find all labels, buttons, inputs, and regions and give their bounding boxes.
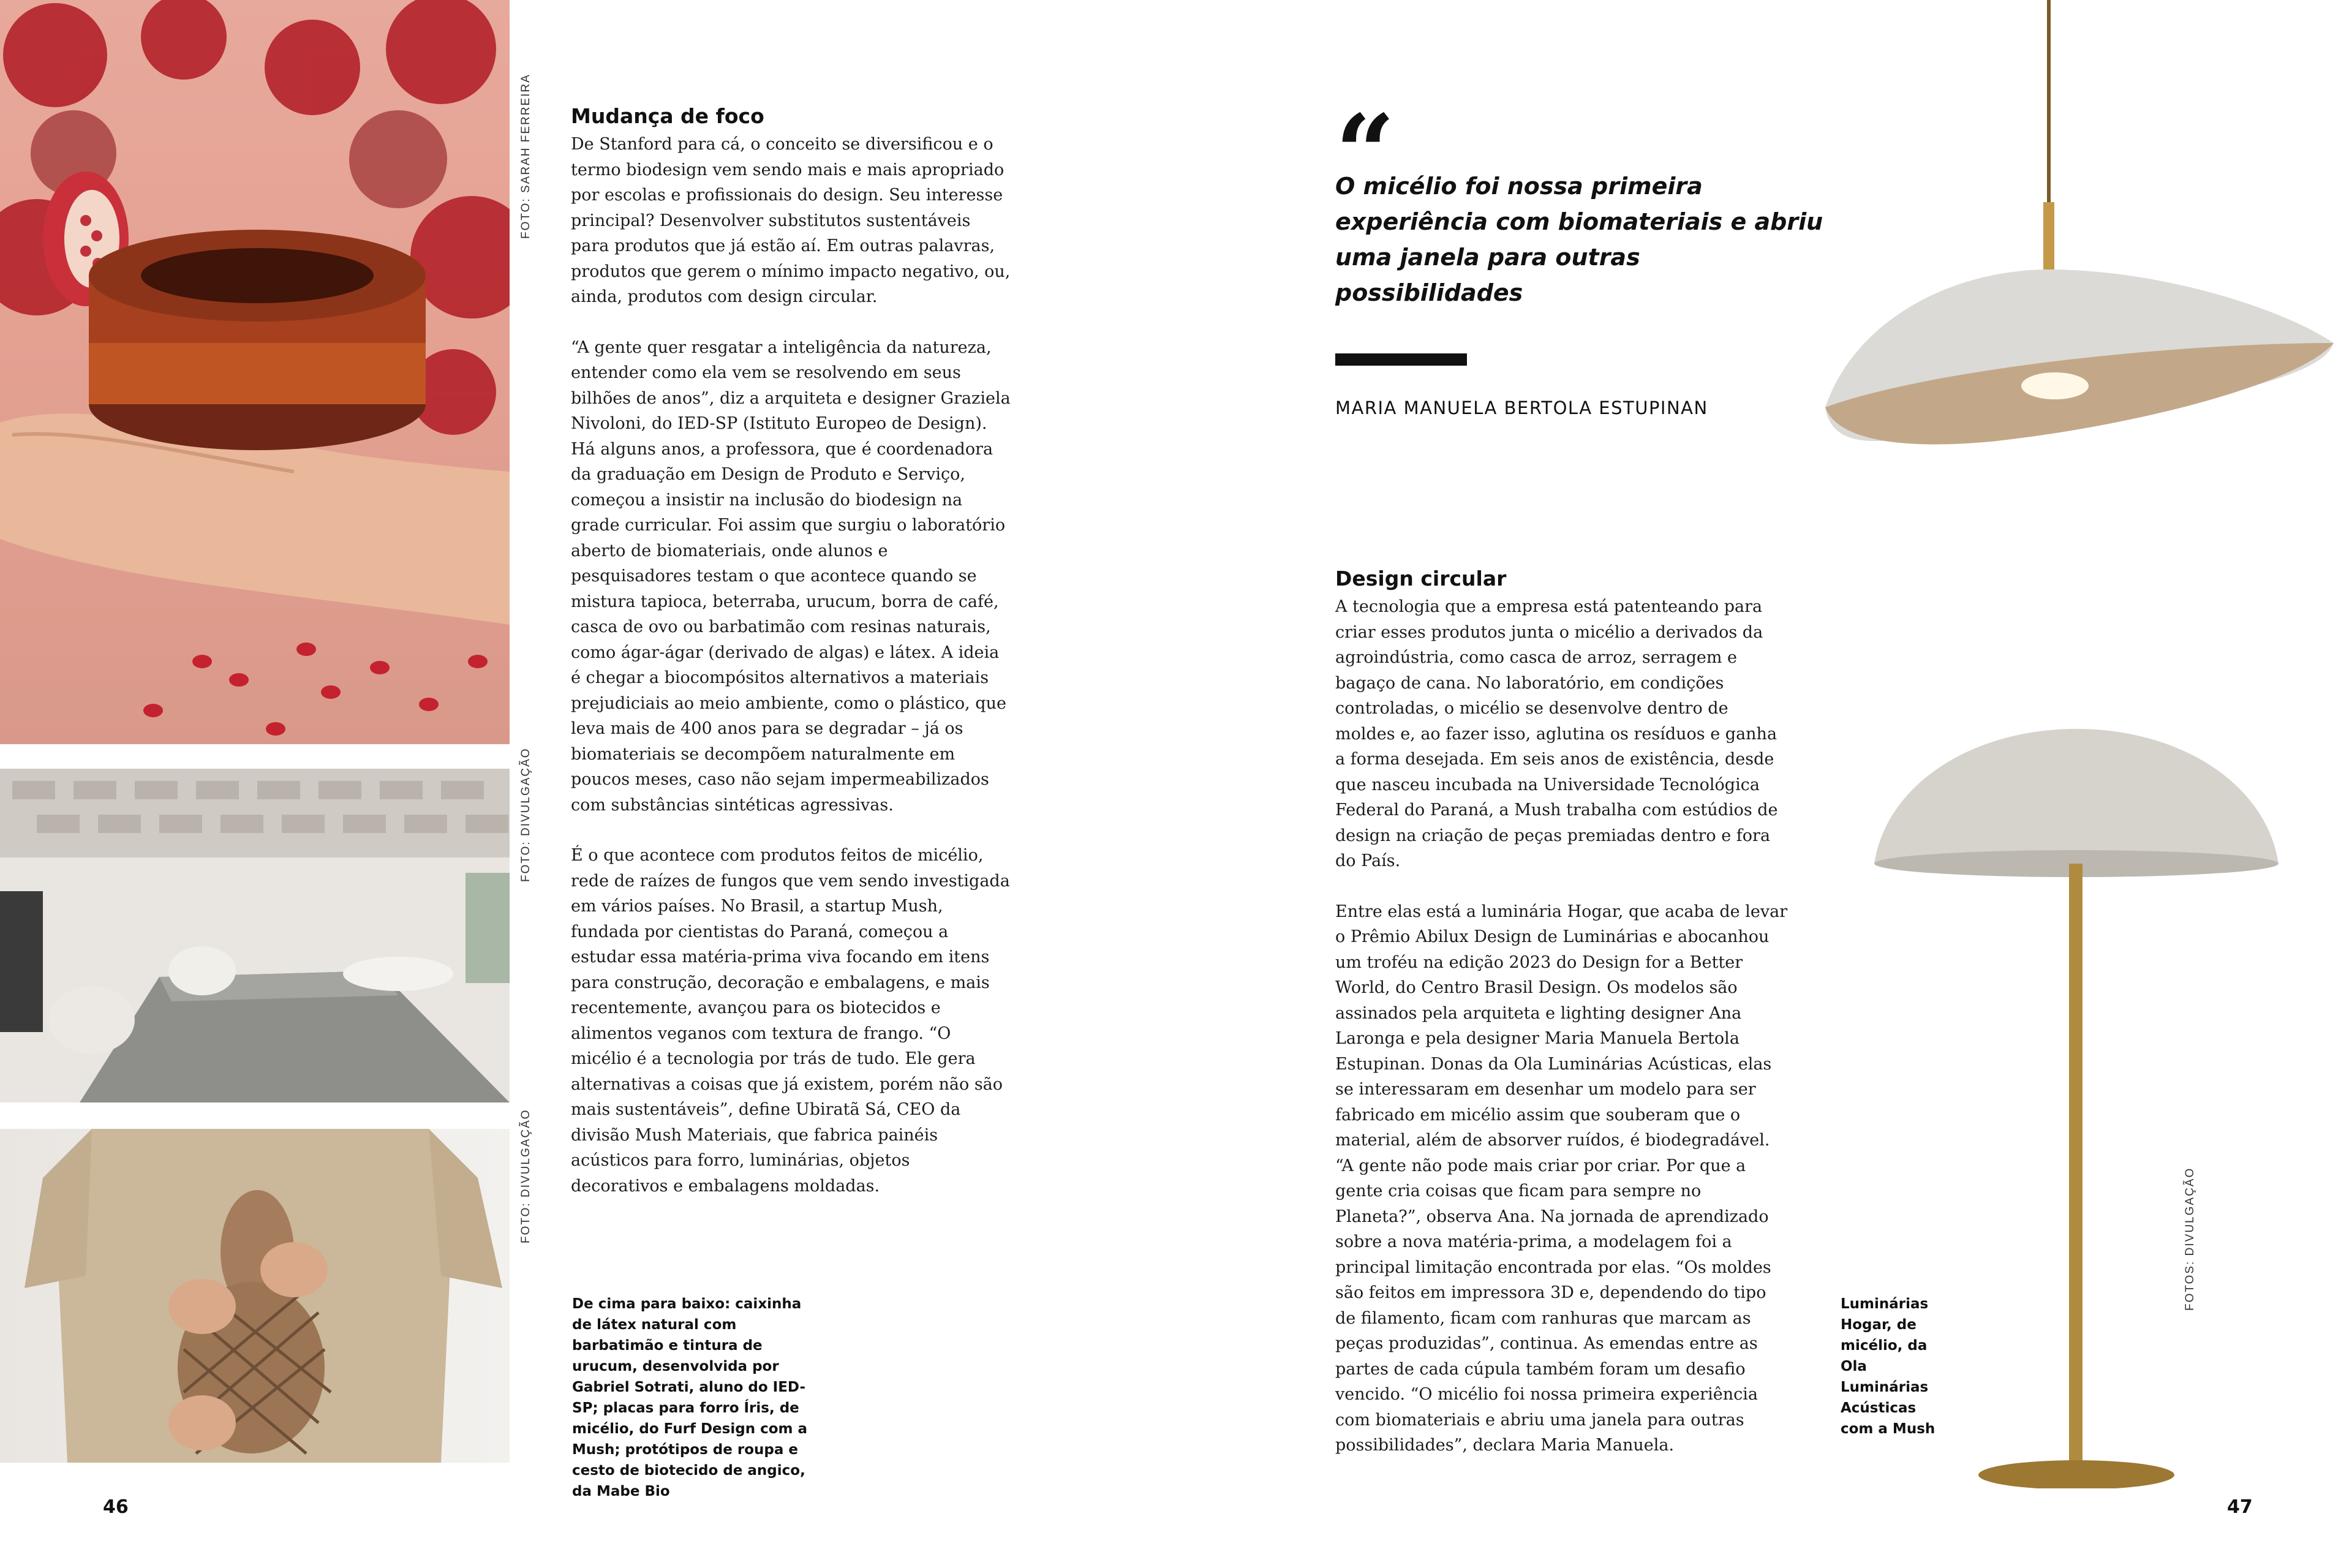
page-number-left: 46 (103, 1496, 129, 1518)
section-heading-mudanca: Mudança de foco (571, 104, 764, 128)
photo-latex-box (0, 0, 510, 744)
paragraph: “A gente quer resgatar a inteligência da natureza, entender como ela vem se resolvendo em seus bilhões de anos”, diz a arquiteta e designer Graziela Nivoloni, do IED-SP (Istituto Europeo de Design). Há alguns anos, a professora, que é coordenadora da graduação em Design de Produto e Serviço, começou a insistir na inclusão do biodesign na grade curricular. Foi assim que surgiu o laboratório aberto de biomateriais, onde alunos e pesquisadores testam o que acontece quando se mistura tapioca, beterraba, urucum, borra de café, casca de ovo ou barbatimão com resinas naturais, como ágar-ágar (derivado de algas) e látex. A ideia é chegar a biocompósitos alternativos a materiais prejudiciais ao meio ambiente, como o plástico, que leva mais de 400 anos para se degradar – já os biomateriais se decompõem naturalmente em poucos meses, caso não sejam impermeabilizados com substâncias sintéticas agressivas. (571, 337, 1011, 815)
paragraph: De Stanford para cá, o conceito se diversificou e o termo biodesign vem sendo mais e mais apropriado por escolas e profissionais do design. Seu interesse principal? Desenvolver substitutos sustentáveis para produtos que já estão aí. Em outras palavras, produtos que gerem o mínimo impacto negativo, ou, ainda, produtos com design circular. (571, 135, 1011, 306)
paragraph: É o que acontece com produtos feitos de micélio, rede de raízes de fungos que vem sendo investigada em vários países. No Brasil, a startup Mush, fundada por cientistas do Paraná, começou a estudar essa matéria-prima viva focando em itens para construção, decoração e embalagens, e mais recentemente, avançou para os biotecidos e alimentos veganos com textura de frango. “O micélio é a tecnologia por trás de tudo. Ele gera alternativas a coisas que já existem, porém não são mais sustentáveis”, define Ubiratã Sá, CEO da divisão Mush Materiais, que fabrica painéis acústicos para forro, luminárias, objetos decorativos e embalagens moldadas. (571, 846, 1010, 1196)
pull-quote-text: O micélio foi nossa primeira experiência com biomateriais e abriu uma janela para outras possibilidades (1335, 173, 1823, 306)
pull-quote (1335, 92, 1825, 418)
photo-biotextile-basket (0, 1129, 510, 1463)
pendant-lamp-illustration (1813, 0, 2352, 466)
page-number-right: 47 (2227, 1496, 2253, 1518)
right-article-column (1335, 567, 1789, 1458)
section-body-mudanca (571, 132, 1012, 1199)
photo-caption-right: Luminárias Hogar, de micélio, da Ola Luminárias Acústicas com a Mush (1841, 1296, 1936, 1437)
paragraph: Entre elas está a luminária Hogar, que acaba de levar o Prêmio Abilux Design de Luminárias e abocanhou um troféu na edição 2023 do Design for a Better World, do Centro Brasil Design. Os modelos são assinados pela arquiteta e lighting designer Ana Laronga e pela designer Maria Manuela Bertola Estupinan. Donas da Ola Luminárias Acústicas, elas se interessaram em desenhar um modelo para ser fabricado em micélio assim que souberam que o material, além de absorver ruídos, é biodegradável. “A gente não pode mais criar por criar. Por que a gente cria coisas que ficam para sempre no Planeta?”, observa Ana. Na jornada de aprendizado sobre a nova matéria-prima, a modelagem foi a principal limitação encontrada por elas. “Os moldes são feitos em impressora 3D e, dependendo do tipo de filamento, ficam com ranhuras que marcam as peças produzidas”, continua. As emendas entre as partes de cada cúpula também foram um desafio vencido. “O micélio foi nossa primeira experiência com biomateriais e abriu uma janela para outras possibilidades”, declara Maria Manuela. (1335, 902, 1788, 1455)
photo-caption-left: De cima para baixo: caixinha de látex natural com barbatimão e tintura de urucum, desenvolvida por Gabriel Sotrati, aluno do IED-SP; placas para forro Íris, de micélio, do Furf Design com a Mush; protótipos de roupa e cesto de biotecido de angico, da Mabe Bio (572, 1296, 808, 1499)
photo-credit-bottom: FOTO: DIVULGAÇÃO (519, 1109, 532, 1243)
pull-quote-author: MARIA MANUELA BERTOLA ESTUPINAN (1335, 398, 1708, 418)
quote-marks-icon: “ (1335, 92, 1395, 214)
left-article-column (571, 104, 1012, 1199)
section-body-design-circular (1335, 594, 1789, 1458)
ceiling-panels-illustration (0, 769, 510, 1102)
pull-quote-rule (1335, 353, 1467, 366)
photo-ceiling-panels (0, 769, 510, 1102)
latex-box-illustration (0, 0, 510, 744)
photo-credit-top: FOTO: SARAH FERREIRA (519, 74, 532, 239)
photo-credit-right: FOTOS: DIVULGAÇÃO (2184, 1167, 2196, 1311)
biotextile-illustration (0, 1129, 510, 1463)
photo-credit-middle: FOTO: DIVULGAÇÃO (519, 747, 532, 882)
paragraph: A tecnologia que a empresa está patenteando para criar esses produtos junta o micélio a derivados da agroindústria, como casca de arroz, serragem e bagaço de cana. No laboratório, em condições controladas, o micélio se desenvolve dentro de moldes e, ao fazer isso, aglutina os resíduos e ganha a forma desejada. Em seis anos de existência, desde que nasceu incubada na Universidade Tecnológica Federal do Paraná, a Mush trabalha com estúdios de design na criação de peças premiadas dentro e fora do País. (1335, 597, 1778, 870)
section-heading-design-circular: Design circular (1335, 567, 1507, 590)
